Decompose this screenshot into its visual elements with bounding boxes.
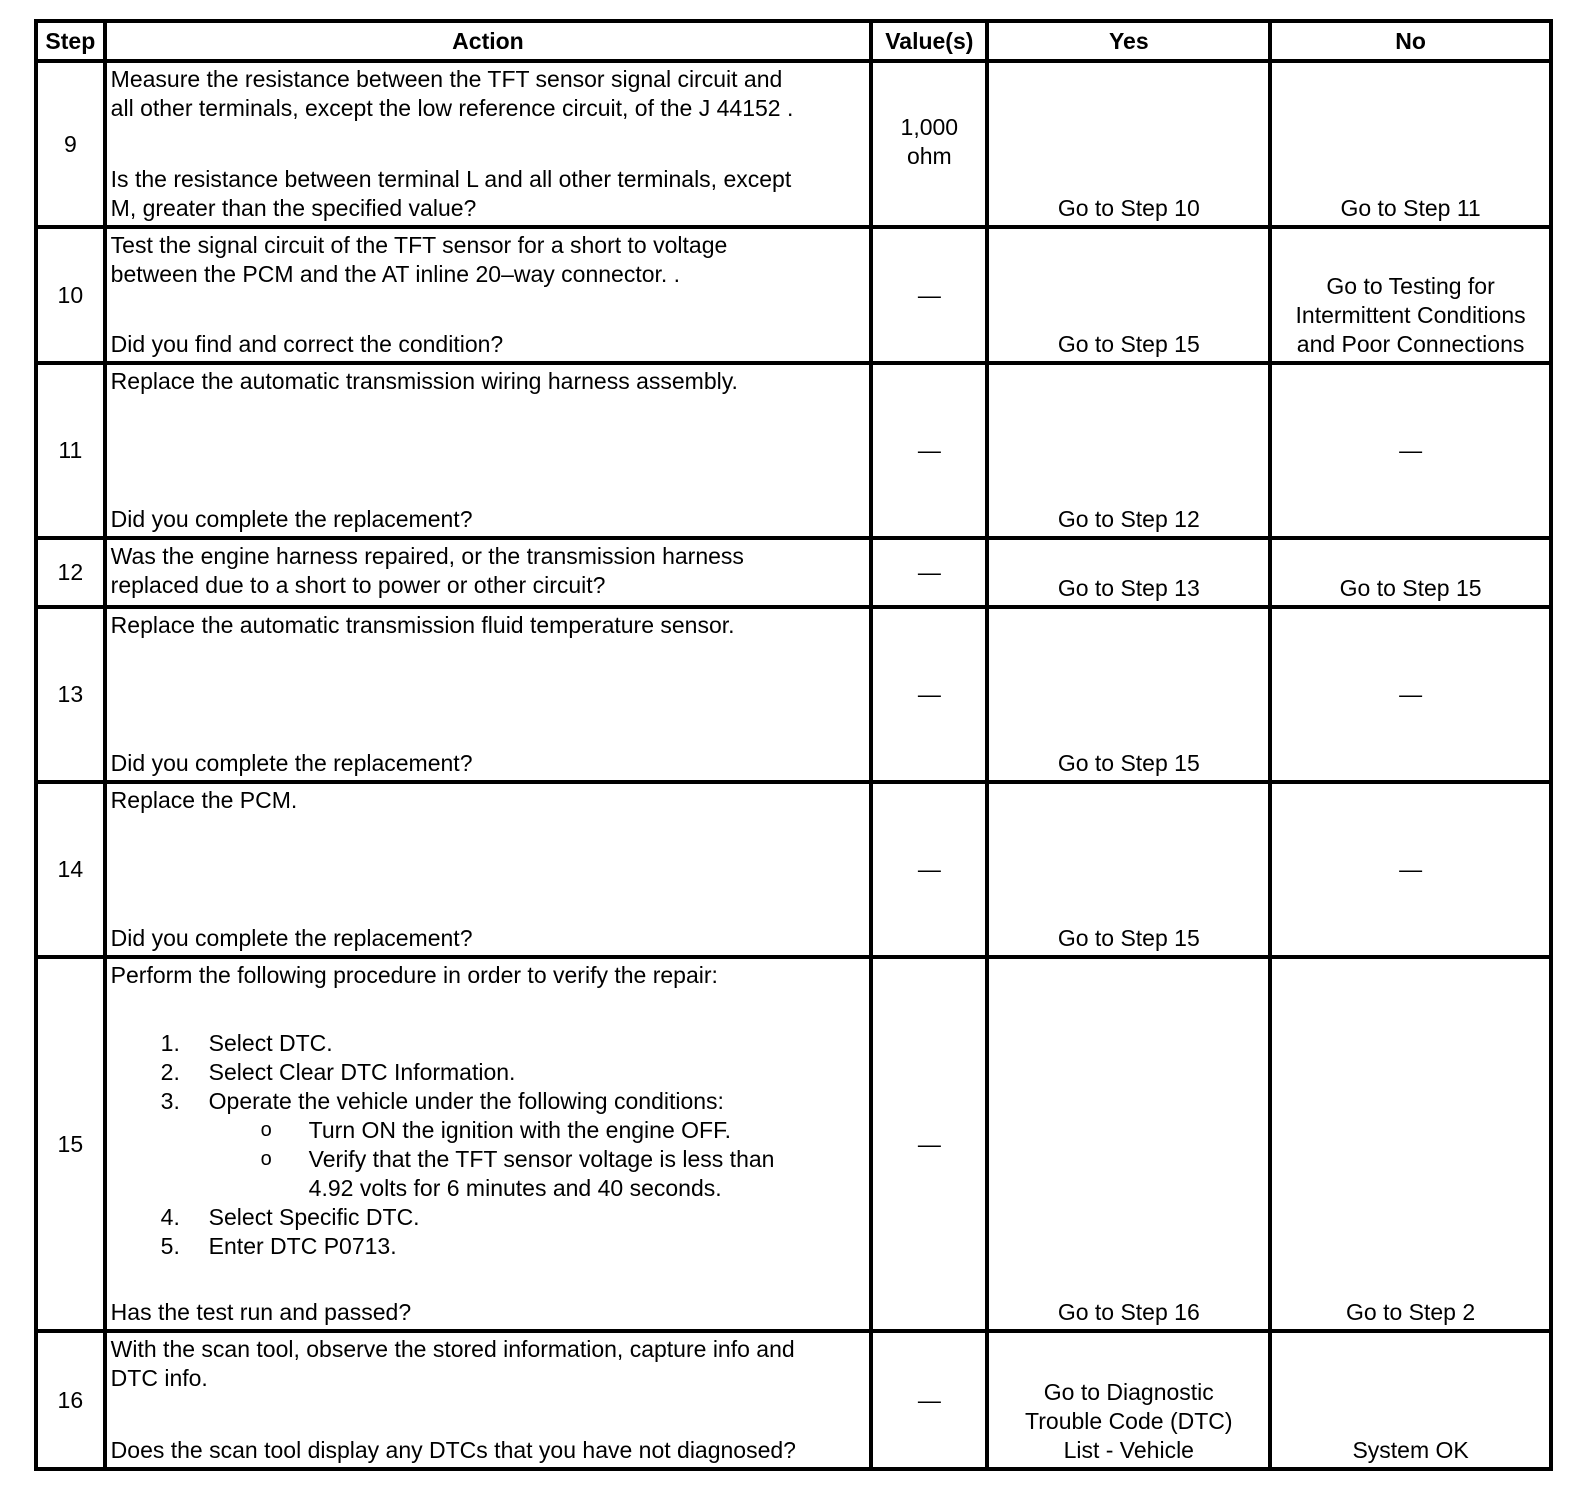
action-text: Replace the PCM. xyxy=(110,787,298,813)
table-row xyxy=(36,957,1551,1331)
header-yes: Yes xyxy=(987,21,1270,61)
action-text: Measure the resistance between the TFT sensor signal circuit and xyxy=(110,66,783,92)
list-item: 2. Select Clear DTC Information. xyxy=(160,1059,516,1085)
value-cell xyxy=(871,1331,987,1469)
no-cell xyxy=(1270,538,1551,607)
action-cell xyxy=(105,363,872,538)
action-cell xyxy=(105,957,872,1331)
action-text: DTC info. xyxy=(110,1365,208,1391)
yes-cell xyxy=(987,957,1270,1331)
value-cell xyxy=(871,782,987,957)
no-dash: — xyxy=(1399,856,1423,882)
table-row xyxy=(36,782,1551,957)
action-cell xyxy=(105,538,872,607)
header-step: Step xyxy=(36,21,105,61)
no-cell xyxy=(1270,363,1551,538)
value-cell xyxy=(871,61,987,227)
yes-link[interactable] xyxy=(989,1333,1268,1467)
no-cell xyxy=(1270,61,1551,227)
step-number: 12 xyxy=(36,538,105,607)
procedure-list xyxy=(111,1029,866,1116)
value-cell xyxy=(871,227,987,363)
no-cell xyxy=(1270,782,1551,957)
value-dash: — xyxy=(917,856,941,882)
yes-cell xyxy=(987,538,1270,607)
no-link[interactable]: System OK xyxy=(1352,1437,1469,1463)
action-text: Replace the automatic transmission fluid temperature sensor. xyxy=(110,612,735,638)
yes-cell xyxy=(987,1331,1270,1469)
action-cell xyxy=(105,227,872,363)
action-cell xyxy=(105,782,872,957)
list-item: o Verify that the TFT sensor voltage is less than 4.92 volts for 6 minutes and 40 seconds. xyxy=(260,1146,775,1201)
no-link-line: Go to Testing for xyxy=(1326,273,1495,299)
yes-link[interactable]: Go to Step 12 xyxy=(1057,506,1200,532)
yes-link[interactable]: Go to Step 16 xyxy=(1057,1299,1200,1325)
value-cell xyxy=(871,538,987,607)
no-cell xyxy=(1270,1331,1551,1469)
question-text: Does the scan tool display any DTCs that you have not diagnosed? xyxy=(110,1437,796,1463)
question-text: Did you find and correct the condition? xyxy=(110,331,504,357)
value-dash: — xyxy=(917,281,941,308)
value-dash: — xyxy=(917,681,941,707)
no-link[interactable] xyxy=(1272,229,1549,361)
yes-link[interactable]: Go to Step 10 xyxy=(1057,195,1200,221)
question-text: Did you complete the replacement? xyxy=(110,750,473,776)
header-action: Action xyxy=(105,21,872,61)
yes-cell xyxy=(987,782,1270,957)
action-text: all other terminals, except the low reference circuit, of the J 44152 . xyxy=(110,95,794,121)
step-number: 15 xyxy=(36,957,105,1331)
step-number: 11 xyxy=(36,363,105,538)
list-item: 3. Operate the vehicle under the following conditions: xyxy=(160,1088,724,1114)
yes-cell xyxy=(987,607,1270,782)
yes-cell xyxy=(987,363,1270,538)
yes-link[interactable]: Go to Step 15 xyxy=(1057,331,1200,357)
value-dash: — xyxy=(917,437,941,463)
no-link[interactable]: Go to Step 11 xyxy=(1340,195,1481,221)
yes-link-line: Trouble Code (DTC) xyxy=(1025,1408,1233,1434)
yes-link[interactable]: Go to Step 15 xyxy=(1057,750,1200,776)
value-dash: — xyxy=(917,1386,941,1413)
step-number: 9 xyxy=(36,61,105,227)
question-text: Is the resistance between terminal L and all other terminals, except xyxy=(110,166,792,192)
value-cell xyxy=(871,607,987,782)
value-cell xyxy=(871,957,987,1331)
diagnostic-table xyxy=(34,19,1553,1471)
step-number: 14 xyxy=(36,782,105,957)
no-dash: — xyxy=(1399,681,1423,707)
step-number: 16 xyxy=(36,1331,105,1469)
action-cell xyxy=(105,607,872,782)
step-number: 10 xyxy=(36,227,105,363)
action-text: Replace the automatic transmission wiring harness assembly. xyxy=(110,368,738,394)
action-text: Was the engine harness repaired, or the transmission harness xyxy=(110,543,744,569)
table-row xyxy=(36,61,1551,227)
action-cell xyxy=(105,61,872,227)
action-text: between the PCM and the AT inline 20–way connector. . xyxy=(110,261,681,287)
action-cell xyxy=(105,1331,872,1469)
header-no: No xyxy=(1270,21,1551,61)
yes-link[interactable]: Go to Step 13 xyxy=(1057,575,1200,601)
no-link-line: Intermittent Conditions xyxy=(1295,302,1526,328)
no-link-line: and Poor Connections xyxy=(1296,331,1525,357)
value-text: 1,000 xyxy=(900,114,959,140)
list-item: 4. Select Specific DTC. xyxy=(160,1204,420,1230)
value-text: ohm xyxy=(906,143,952,169)
question-text: Did you complete the replacement? xyxy=(110,925,473,951)
table-row xyxy=(36,607,1551,782)
yes-cell xyxy=(987,61,1270,227)
no-link[interactable]: Go to Step 15 xyxy=(1339,575,1482,601)
action-text: replaced due to a short to power or other circuit? xyxy=(110,572,606,598)
procedure-list-continued xyxy=(111,1203,866,1261)
no-dash: — xyxy=(1399,437,1423,463)
value-dash: — xyxy=(917,559,941,585)
yes-link[interactable]: Go to Step 15 xyxy=(1057,925,1200,951)
header-values: Value(s) xyxy=(871,21,987,61)
step-number: 13 xyxy=(36,607,105,782)
question-text: M, greater than the specified value? xyxy=(110,195,477,221)
value-dash: — xyxy=(917,1130,941,1157)
yes-link-line: Go to Diagnostic xyxy=(1043,1379,1214,1405)
no-cell xyxy=(1270,227,1551,363)
question-text: Has the test run and passed? xyxy=(110,1299,412,1325)
no-cell xyxy=(1270,957,1551,1331)
table-row xyxy=(36,1331,1551,1469)
action-text: Perform the following procedure in order to verify the repair: xyxy=(110,962,718,988)
yes-link-line: List - Vehicle xyxy=(1063,1437,1194,1463)
sub-bullet-list xyxy=(111,1116,866,1203)
list-item: 5. Enter DTC P0713. xyxy=(160,1233,397,1259)
no-cell xyxy=(1270,607,1551,782)
action-text: With the scan tool, observe the stored information, capture info and xyxy=(110,1336,795,1362)
action-text: Test the signal circuit of the TFT sensor for a short to voltage xyxy=(110,232,728,258)
list-item: o Turn ON the ignition with the engine OFF. xyxy=(260,1117,731,1143)
no-link[interactable]: Go to Step 2 xyxy=(1346,1299,1476,1325)
header-row xyxy=(36,21,1551,61)
table-row xyxy=(36,538,1551,607)
question-text: Did you complete the replacement? xyxy=(110,506,473,532)
table-row xyxy=(36,363,1551,538)
list-item: 1. Select DTC. xyxy=(160,1030,333,1056)
yes-cell xyxy=(987,227,1270,363)
value-cell xyxy=(871,363,987,538)
table-row xyxy=(36,227,1551,363)
